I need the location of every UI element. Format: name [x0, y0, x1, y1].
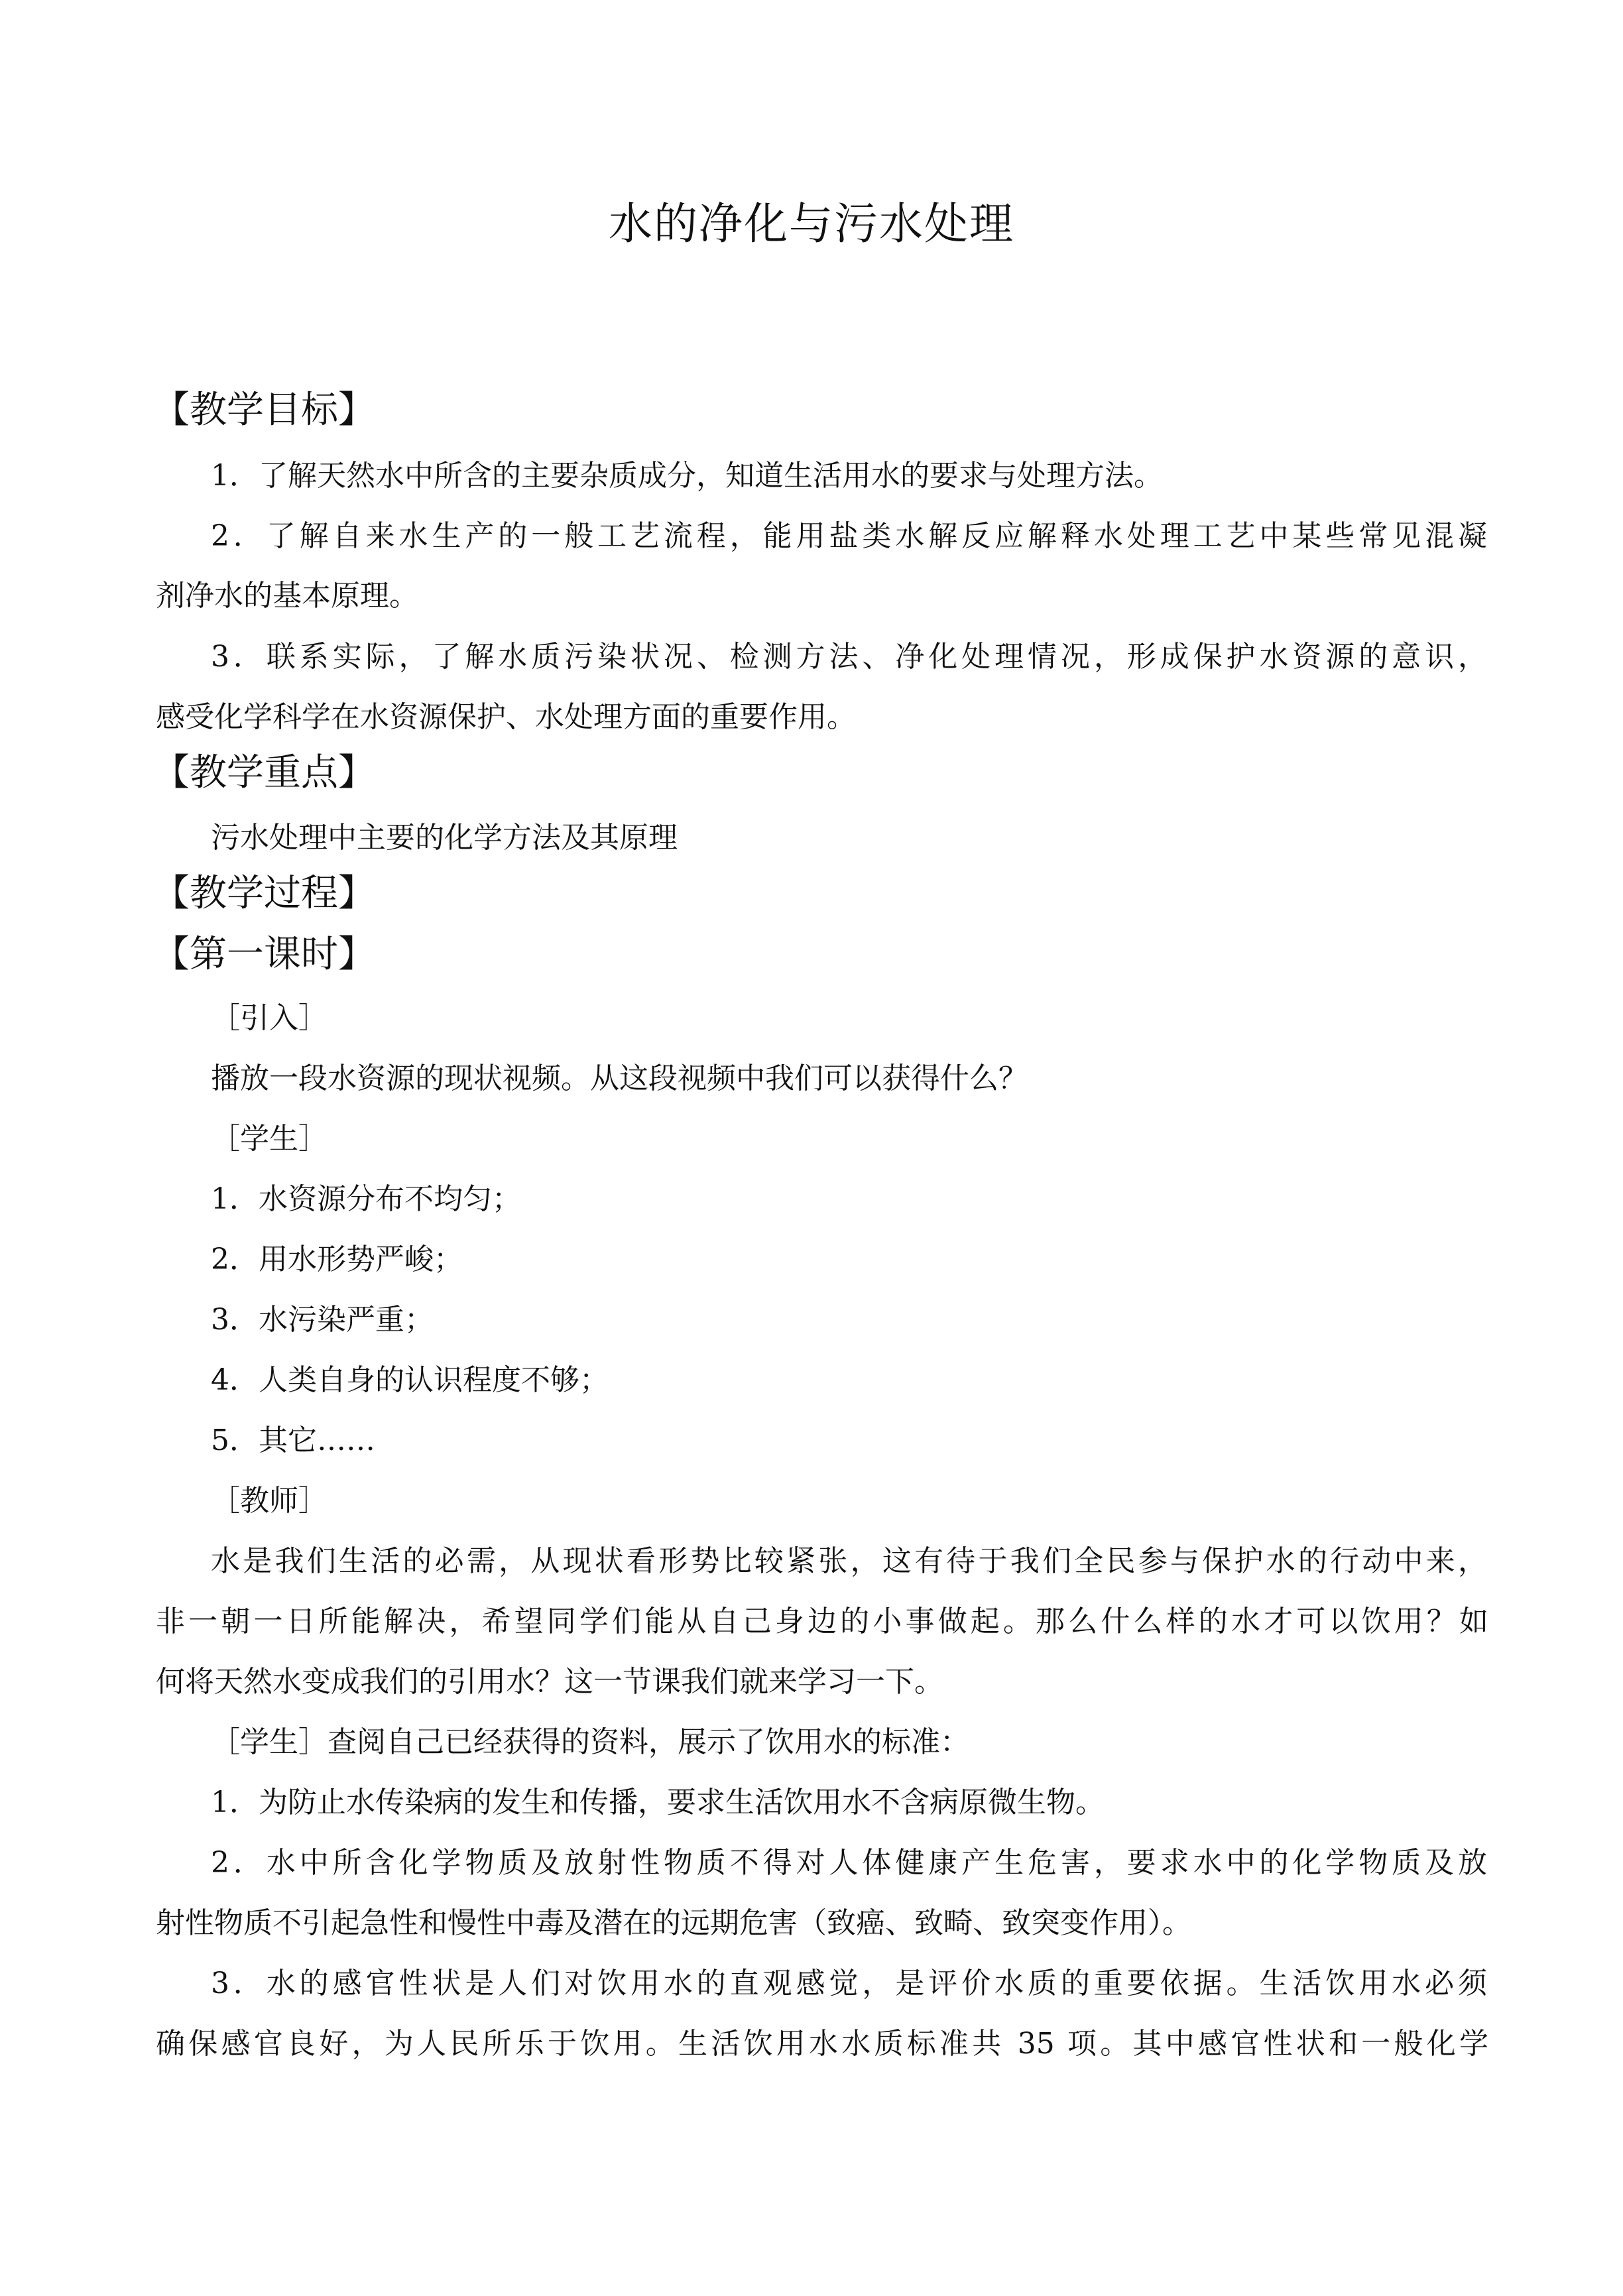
- standard-2-line2: 射性物质不引起急性和慢性中毒及潜在的远期危害（致癌、致畸、致突变作用）。: [156, 1906, 1191, 1940]
- process-heading: 【教学过程】: [152, 872, 375, 915]
- standard-3-line2: 确保感官良好，为人民所乐于饮用。生活饮用水水质标准共 35 项。其中感官性状和一般化学: [156, 2027, 1488, 2061]
- focus-heading: 【教学重点】: [152, 751, 375, 794]
- student-point-3: 3．水污染严重；: [211, 1303, 434, 1337]
- focus-text: 污水处理中主要的化学方法及其原理: [211, 821, 678, 855]
- lesson1-heading: 【第一课时】: [152, 933, 375, 976]
- standard-3-line1: 3．水的感官性状是人们对饮用水的直观感觉，是评价水质的重要依据。生活饮用水必须: [211, 1966, 1487, 2000]
- objective-3-line2: 感受化学科学在水资源保护、水处理方面的重要作用。: [156, 700, 856, 734]
- student2-text: ［学生］查阅自己已经获得的资料，展示了饮用水的标准：: [211, 1725, 969, 1759]
- document-title: 水的净化与污水处理: [609, 198, 1014, 249]
- student-point-4: 4．人类自身的认识程度不够；: [211, 1363, 609, 1397]
- student-point-5: 5．其它……: [211, 1423, 375, 1457]
- standard-1: 1．为防止水传染病的发生和传播，要求生活饮用水不含病原微生物。: [211, 1785, 1105, 1819]
- teacher-line-2: 非一朝一日所能解决，希望同学们能从自己身边的小事做起。那么什么样的水才可以饮用？如: [156, 1604, 1488, 1638]
- teacher-tag: ［教师］: [211, 1484, 328, 1518]
- objective-3-line1: 3．联系实际，了解水质污染状况、检测方法、净化处理情况，形成保护水资源的意识，: [211, 640, 1487, 674]
- student-point-1: 1．水资源分布不均匀；: [211, 1182, 521, 1216]
- intro-tag: ［引入］: [211, 1001, 328, 1035]
- intro-text: 播放一段水资源的现状视频。从这段视频中我们可以获得什么？: [211, 1061, 1028, 1095]
- student-tag: ［学生］: [211, 1122, 328, 1156]
- teacher-line-1: 水是我们生活的必需，从现状看形势比较紧张，这有待于我们全民参与保护水的行动中来，: [211, 1544, 1487, 1578]
- objective-2-line2: 剂净水的基本原理。: [156, 579, 418, 613]
- objective-2-line1: 2．了解自来水生产的一般工艺流程，能用盐类水解反应解释水处理工艺中某些常见混凝: [211, 519, 1487, 553]
- student-point-2: 2．用水形势严峻；: [211, 1242, 463, 1276]
- objectives-heading: 【教学目标】: [152, 389, 375, 432]
- teacher-line-3: 何将天然水变成我们的引用水？这一节课我们就来学习一下。: [156, 1665, 943, 1699]
- objective-1: 1．了解天然水中所含的主要杂质成分，知道生活用水的要求与处理方法。: [211, 459, 1163, 493]
- standard-2-line1: 2．水中所含化学物质及放射性物质不得对人体健康产生危害，要求水中的化学物质及放: [211, 1846, 1487, 1880]
